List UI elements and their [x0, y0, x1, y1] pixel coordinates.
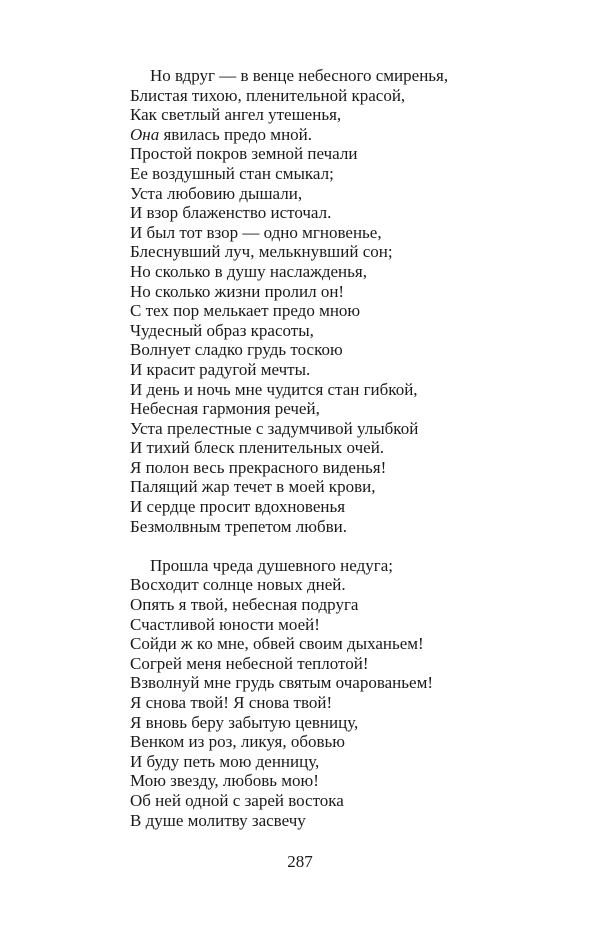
poem-line: И был тот взор — одно мгновенье, — [130, 222, 382, 242]
poem-line: Венком из роз, ликуя, обовью — [130, 732, 345, 752]
poem-line: Я снова твой! Я снова твой! — [130, 693, 333, 712]
italic-word: Она — [130, 124, 160, 144]
poem-line: И тихий блеск пленительных очей. — [130, 438, 385, 458]
poem-line: Мою звезду, любовь мою! — [130, 771, 319, 791]
poem-line: Но сколько жизни пролил он! — [130, 281, 345, 301]
poem-line: Как светлый ангел утешенья, — [130, 105, 342, 125]
poem-line: Я полон весь прекрасного виденья! — [130, 457, 387, 477]
poem-line: И буду петь мою денницу, — [130, 751, 320, 771]
poem-line: Палящий жар течет в моей крови, — [130, 477, 376, 497]
poem-line: Но вдруг — в венце небесного смиренья, — [150, 66, 449, 85]
poem-line: Согрей меня небесной теплотой! — [130, 653, 369, 673]
poem-line-rest: явилась предо мной. — [163, 124, 313, 144]
poem-line: Уста любовию дышали, — [130, 183, 303, 203]
page-number: 287 — [287, 852, 313, 871]
poem-line: Об ней одной с зарей востока — [130, 790, 344, 810]
poem-line: Но сколько в душу наслажденья, — [130, 261, 367, 281]
poem-line: Чудесный образ красоты, — [130, 320, 314, 340]
poem-line: И взор блаженство источал. — [130, 203, 332, 223]
poem-line: Блистая тихою, пленительной красой, — [130, 85, 406, 105]
poem-line: Простой покров земной печали — [130, 144, 358, 164]
poem-line: Безмолвным трепетом любви. — [130, 516, 347, 536]
poem — [130, 66, 550, 830]
stanza-2 — [130, 556, 550, 830]
poem-line: С тех пор мелькает предо мною — [130, 301, 361, 321]
poem-line: Счастливой юности моей! — [130, 614, 320, 634]
poem-line: Блеснувший луч, мелькнувший сон; — [130, 242, 393, 262]
poem-line: Сойди ж ко мне, обвей своим дыханьем! — [130, 634, 424, 654]
poem-line: В душе молитву засвечу — [130, 810, 306, 830]
poem-line: И красит радугой мечты. — [130, 359, 311, 379]
poem-line: Волнует сладко грудь тоскою — [130, 340, 343, 360]
poem-line — [130, 125, 550, 145]
poem-line: Уста прелестные с задумчивой улыбкой — [130, 418, 419, 438]
poem-line: Я вновь беру забытую цевницу, — [130, 712, 359, 732]
poem-line: Ее воздушный стан смыкал; — [130, 163, 334, 183]
poem-line: И сердце просит вдохновенья — [130, 497, 346, 517]
poem-line: Восходит солнце новых дней. — [130, 575, 346, 595]
stanza-1 — [130, 66, 550, 536]
poem-line: Опять я твой, небесная подруга — [130, 595, 359, 615]
poem-line: Небесная гармония речей, — [130, 399, 320, 419]
poem-line: И день и ночь мне чудится стан гибкой, — [130, 379, 418, 399]
poem-line: Прошла чреда душевного недуга; — [150, 555, 393, 575]
poem-line: Взволнуй мне грудь святым очарованьем! — [130, 673, 433, 693]
